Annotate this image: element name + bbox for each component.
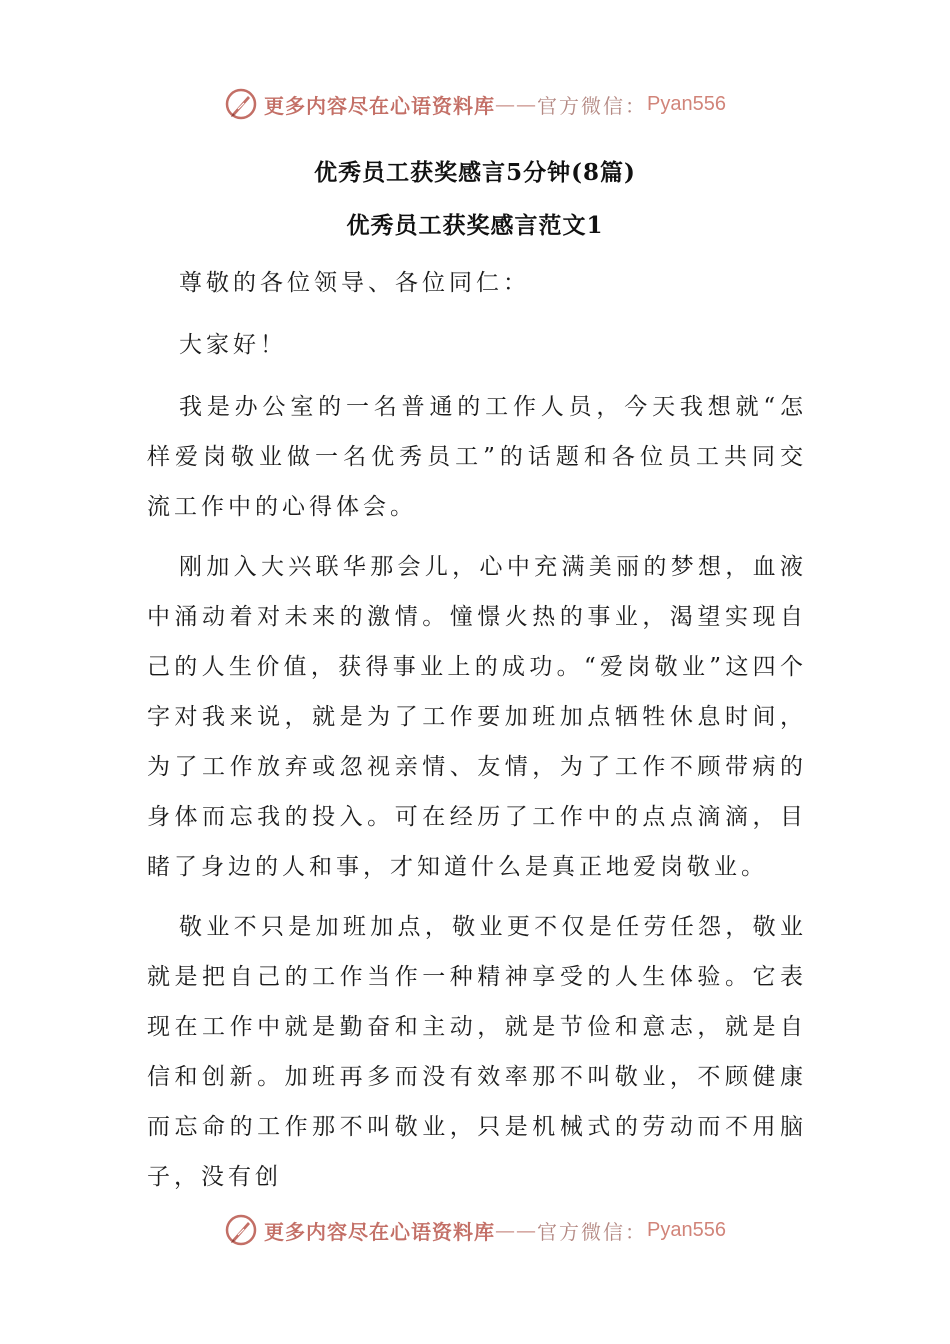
banner-wechat-id: Pyan556 — [647, 92, 726, 115]
paragraph: 刚加入大兴联华那会儿，心中充满美丽的梦想，血液中涌动着对未来的激情。憧憬火热的事业，渴望实现自己的人生价值，获得事业上的成功。“爱岗敬业”这四个字对我来说，就是为了工作要加班加点牺牲休息时间，为了工作放弃或忽视亲情、友情，为了工作不顾带病的身体而忘我的投入。可在经历了工作中的点点滴滴，目睹了身边的人和事，才知道什么是真正地爱岗敬业。 — [147, 554, 807, 880]
document-subtitle: 优秀员工获奖感言范文1 — [346, 212, 604, 239]
banner-brand: 更多内容尽在心语资料库 — [264, 1219, 496, 1244]
quill-pen-icon — [224, 87, 258, 121]
paragraph: 我是办公室的一名普通的工作人员，今天我想就“怎样爱岗敬业做一名优秀员工”的话题和各位员工共同交流工作中的心得体会。 — [147, 394, 807, 520]
document-body — [147, 258, 807, 1212]
header-banner — [0, 84, 950, 124]
salutation: 尊敬的各位领导、各位同仁： — [179, 270, 530, 296]
banner-wechat-id: Pyan556 — [647, 1218, 726, 1241]
greeting: 大家好！ — [179, 332, 287, 358]
banner-separator: —— — [495, 1218, 538, 1242]
document-title: 优秀员工获奖感言5分钟(8篇) — [314, 159, 636, 186]
footer-banner — [0, 1210, 950, 1250]
paragraph: 敬业不只是加班加点，敬业更不仅是任劳任怨，敬业就是把自己的工作当作一种精神享受的人生体验。它表现在工作中就是勤奋和主动，就是节俭和意志，就是自信和创新。加班再多而没有效率那不叫敬业，不顾健康而忘命的工作那不叫敬业，只是机械式的劳动而不用脑子，没有创 — [147, 914, 807, 1190]
banner-brand: 更多内容尽在心语资料库 — [264, 93, 496, 118]
banner-separator: —— — [495, 92, 538, 116]
quill-pen-icon — [224, 1213, 258, 1247]
banner-wechat-label: 官方微信： — [537, 93, 648, 118]
banner-wechat-label: 官方微信： — [537, 1219, 648, 1244]
